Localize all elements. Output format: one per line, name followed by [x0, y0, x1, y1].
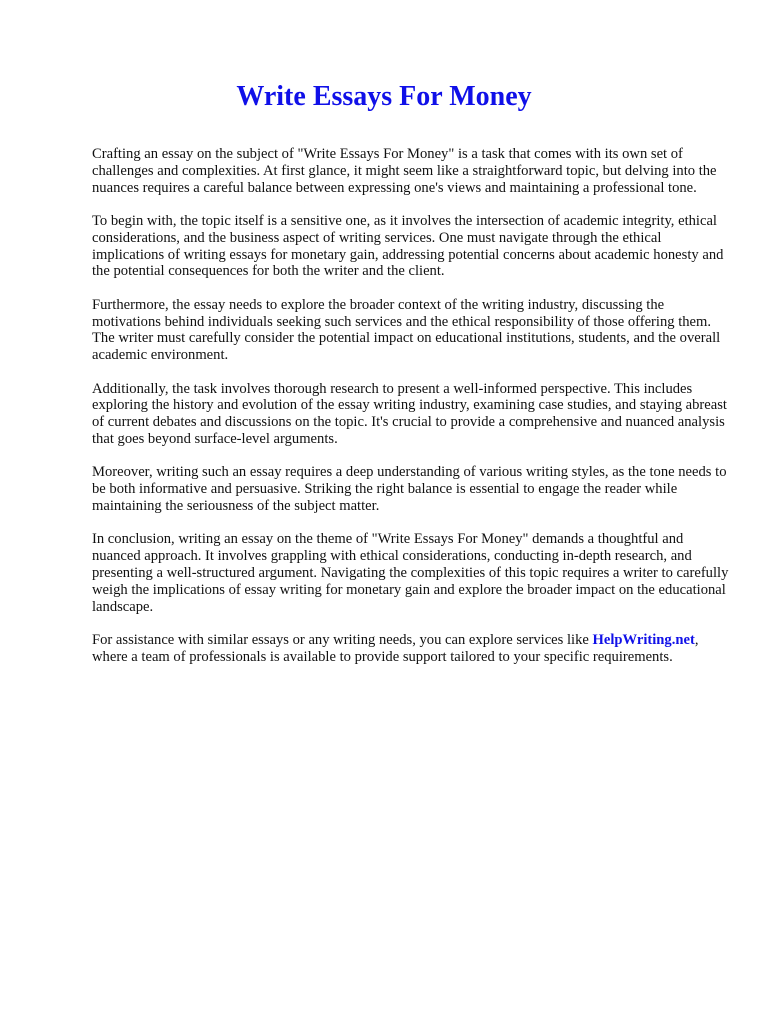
closing-text-after-link: , where a team of professionals is available to provide support tailored to your specific requirements. — [92, 631, 699, 665]
paragraph-3: Furthermore, the essay needs to explore the broader context of the writing industry, discussing the motivations behind individuals seeking such services and the ethical responsibility of those offering them. The writer must carefully consider the potential impact on educational institutions, students, and the overall academic environment. — [92, 296, 721, 364]
paragraph-1: Crafting an essay on the subject of "Write Essays For Money" is a task that comes with its own set of challenges and complexities. At first glance, it might seem like a straightforward topic, but delving into the nuances requires a careful balance between expressing one's views and maintaining a professional tone. — [92, 146, 717, 196]
document-body — [92, 146, 732, 682]
closing-paragraph — [92, 632, 732, 666]
paragraph-2: To begin with, the topic itself is a sensitive one, as it involves the intersection of academic integrity, ethical considerations, and the business aspect of writing services. One must navigate through the ethical implications of writing essays for monetary gain, addressing potential concerns about academic honesty and the potential consequences for both the writer and the client. — [92, 212, 724, 280]
document-title: Write Essays For Money — [236, 81, 532, 112]
paragraph-4: Additionally, the task involves thorough research to present a well-informed perspective. This includes exploring the history and evolution of the essay writing industry, examining case studies, and staying abreast of current debates and discussions on the topic. It's crucial to provide a comprehensive and nuanced analysis that goes beyond surface-level arguments. — [92, 380, 727, 447]
paragraph-5: Moreover, writing such an essay requires a deep understanding of various writing styles, as the tone needs to be both informative and persuasive. Striking the right balance is essential to engage the reader while maintaining the seriousness of the subject matter. — [92, 464, 727, 514]
closing-text-before-link: For assistance with similar essays or any writing needs, you can explore services like — [92, 631, 593, 648]
paragraph-6: In conclusion, writing an essay on the theme of "Write Essays For Money" demands a thoughtful and nuanced approach. It involves grappling with ethical considerations, conducting in-depth research, and presenting a well-structured argument. Navigating the complexities of this topic requires a writer to carefully weigh the implications of essay writing for monetary gain and explore the broader impact on the educational landscape. — [92, 531, 729, 615]
helpwriting-link[interactable]: HelpWriting.net — [592, 631, 695, 648]
